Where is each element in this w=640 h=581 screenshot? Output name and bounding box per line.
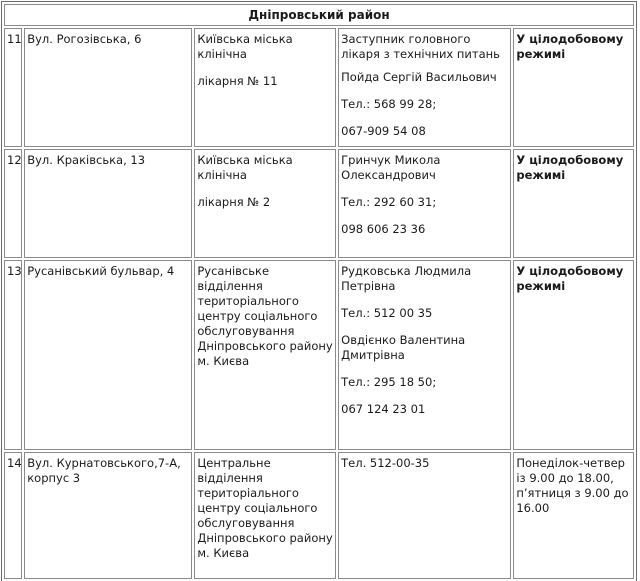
contact-line: Тел.: 292 60 31; — [341, 195, 437, 209]
contacts-cell — [338, 28, 511, 147]
facility-cell — [194, 452, 336, 579]
contact-line: 067 124 23 01 — [341, 402, 426, 416]
address-cell: Вул. Краківська, 13 — [24, 149, 192, 258]
contact-line: Овдієнко Валентина Дмитрівна — [341, 333, 466, 362]
contact-line: Рудковська Людмила Петрівна — [341, 264, 472, 293]
contact-line: Тел.: 295 18 50; — [341, 375, 437, 389]
address-cell: Вул. Рогозівська, 6 — [24, 28, 192, 147]
district-header-row — [4, 4, 634, 26]
district-header: Дніпровський район — [4, 4, 634, 26]
contacts-cell — [338, 149, 511, 258]
row-number: 13 — [4, 260, 22, 450]
facility-line: Русанівське відділення територіального центру соціального обслуговування Дніпровського району м. Києва — [197, 264, 333, 368]
row-number: 11 — [4, 28, 22, 147]
contact-line: 098 606 23 36 — [341, 222, 426, 236]
facility-line: Київська міська клінічна — [197, 153, 293, 182]
row-number: 14 — [4, 452, 22, 579]
contact-line: Пойда Сергій Васильович — [341, 70, 497, 84]
mode-cell: У цілодобовому режимі — [513, 260, 634, 450]
facility-line: Центральне відділення територіального центру соціального обслуговування Дніпровського району м. Києва — [197, 456, 333, 560]
district-table — [1, 1, 637, 581]
mode-cell: Понеділок-четвер із 9.00 до 18.00, п’ятниця з 9.00 до 16.00 — [513, 452, 634, 579]
contact-line: Заступник головного лікаря з технічних питань — [341, 32, 500, 61]
mode-cell: У цілодобовому режимі — [513, 149, 634, 258]
contacts-cell — [338, 452, 511, 579]
facility-cell — [194, 28, 336, 147]
address-cell: Русанівський бульвар, 4 — [24, 260, 192, 450]
address-cell: Вул. Курнатовського,7-А, корпус 3 — [24, 452, 192, 579]
contact-line: Гринчук Микола Олександрович — [341, 153, 441, 182]
table-row — [4, 260, 634, 450]
facility-line: лікарня № 11 — [197, 74, 278, 88]
table-row — [4, 452, 634, 579]
contact-line: Тел.: 512 00 35 — [341, 306, 433, 320]
mode-cell: У цілодобовому режимі — [513, 28, 634, 147]
table-row — [4, 28, 634, 147]
contact-line: Тел.: 568 99 28; — [341, 97, 437, 111]
facility-cell — [194, 149, 336, 258]
table-row — [4, 149, 634, 258]
facility-line: лікарня № 2 — [197, 195, 271, 209]
contacts-cell — [338, 260, 511, 450]
contact-line: Тел. 512-00-35 — [341, 456, 430, 470]
facility-cell — [194, 260, 336, 450]
facility-line: Київська міська клінічна — [197, 32, 293, 61]
contact-line: 067-909 54 08 — [341, 124, 426, 138]
row-number: 12 — [4, 149, 22, 258]
